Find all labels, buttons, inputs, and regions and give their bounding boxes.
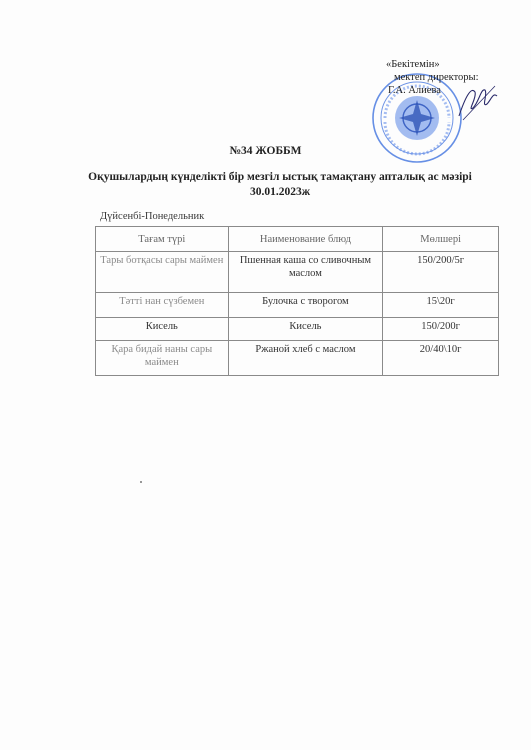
approval-name: Г.А. Алиева <box>388 85 441 96</box>
approval-role: мектеп директоры: <box>394 72 479 83</box>
table-row <box>96 341 499 376</box>
menu-table <box>95 226 499 376</box>
amount-cell: 150/200/5г <box>383 252 499 293</box>
dish-ru-cell: Кисель <box>228 318 383 341</box>
dish-kz-cell: Кисель <box>96 318 229 341</box>
header-dish-ru: Наименование блюд <box>228 227 383 252</box>
dish-ru-cell: Ржаной хлеб с маслом <box>228 341 383 376</box>
table-row <box>96 293 499 318</box>
menu-date: 30.01.2023ж <box>249 186 311 198</box>
amount-cell: 150/200г <box>383 318 499 341</box>
dish-kz-cell: Тары ботқасы сары маймен <box>96 252 229 293</box>
dish-kz-cell: Қара бидай наны сары маймен <box>96 341 229 376</box>
dish-kz-cell: Тәтті нан сүзбемен <box>96 293 229 318</box>
amount-cell: 15\20г <box>383 293 499 318</box>
header-amount: Мөлшері <box>383 227 499 252</box>
menu-title <box>70 170 490 200</box>
menu-title-text: Оқушылардың күнделікті бір мезгіл ыстық тамақтану апталық ас мәзірі <box>88 171 472 183</box>
dish-ru-cell: Пшенная каша со сливочным маслом <box>228 252 383 293</box>
day-label: Дүйсенбі-Понедельник <box>100 211 205 222</box>
table-row <box>96 318 499 341</box>
approval-block <box>380 58 520 97</box>
header-dish-kz: Тағам түрі <box>96 227 229 252</box>
table-header-row <box>96 227 499 252</box>
dish-ru-cell: Булочка с творогом <box>228 293 383 318</box>
scan-speck <box>140 481 142 483</box>
table-row <box>96 252 499 293</box>
approval-title: «Бекітемін» <box>386 59 440 70</box>
amount-cell: 20/40\10г <box>383 341 499 376</box>
school-name: №34 ЖОББМ <box>229 145 302 157</box>
